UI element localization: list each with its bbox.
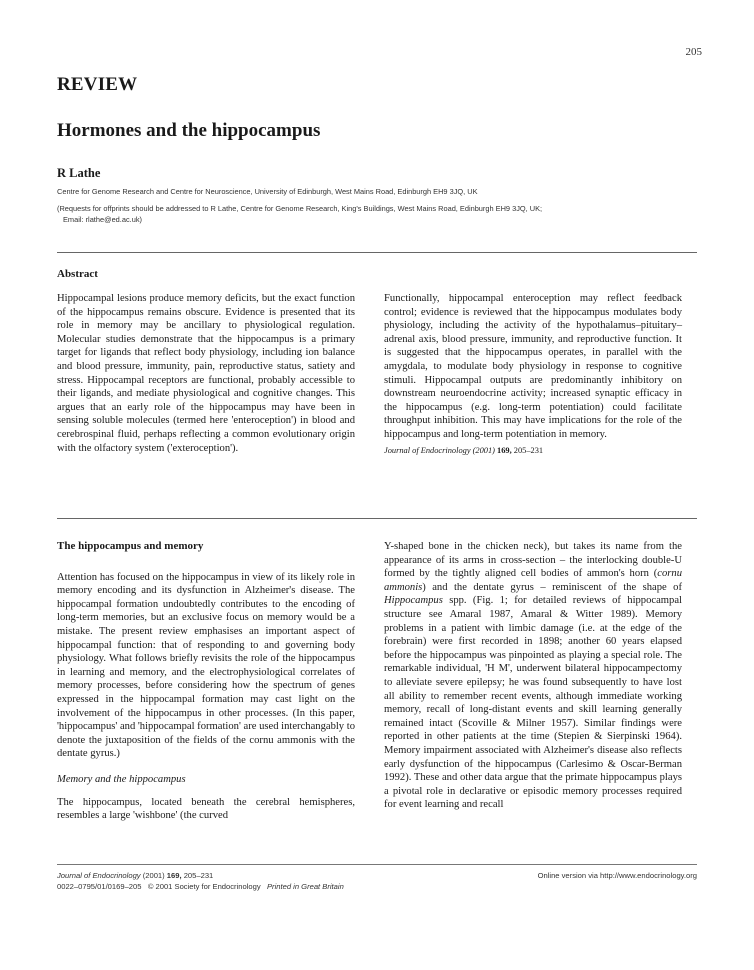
footer-volume: 169,	[166, 871, 182, 880]
abstract-divider	[57, 518, 697, 519]
italic-term-genus: Hippocampus	[384, 595, 443, 607]
author-affiliation: Centre for Genome Research and Centre for Neuroscience, University of Edinburgh, West Mains Road, Edinburgh EH9 3JQ, UK	[57, 187, 478, 196]
footer-copyright: © 2001 Society for Endocrinology	[147, 882, 261, 891]
text-run: spp. (Fig. 1; for detailed reviews of hippocampal structure see Amaral 1987, Amaral & Witter 1989). Memory problems in a patient with limbic damage (i.e. at the edge of the forebrain) were first recorded in 1898; another 60 years elapsed before the hippocampus was pinpointed as playing a special role. The remarkable individual, 'H M', underwent bilateral hippocampectomy to alleviate severe epilepsy; he was found subsequently to have lost all ability to remember recent events, although immediate working memory, recall of long-distant events and skill learning generally remained intact (Scoville & Milner 1957). Similar findings were reported in other patients at the time (Stepien & Sierpinski 1964). Memory impairment associated with Alzheimer's disease also reflects early dysfunction of the hippocampus (Carlesimo & Oscar-Berman 1992). These and other data argue that the primate hippocampus plays a pivotal role in declarative or episodic memory processes required for event learning and recall	[384, 595, 682, 811]
body-paragraph-2: The hippocampus, located beneath the cerebral hemispheres, resembles a large 'wishbone' (the curved	[57, 796, 355, 822]
footer-issn: 0022–0795/01/0169–205	[57, 882, 142, 891]
footer-citation	[57, 870, 344, 881]
footer-pages: 205–231	[183, 871, 214, 880]
page-number: 205	[685, 46, 702, 58]
citation-volume: 169,	[497, 445, 512, 455]
body-paragraph-1: Attention has focused on the hippocampus in view of its likely role in memory encoding and its dysfunction in Alzheimer's disease. The hippocampal formation undoubtedly contributes to the encoding of long-term memories, but an exclusive focus on memory would be a mistake. The present review emphasises an important aspect of hippocampal function: that of responding to and governing body physiology. What follows briefly revisits the role of the hippocampus in learning and memory, and the electrophysiological correlates of memory processes, before considering how the spectrum of genes expressed in the hippocampal formation may cast light on the involvement of the hippocampus in other processes. (In this paper, 'hippocampus' and 'hippocampal formation' are used interchangably to denote the juxtaposition of the fields of the cornu ammonis with the dentate gyrus.)	[57, 571, 355, 760]
abstract-text-right: Functionally, hippocampal enteroception may reflect feedback control; evidence is reviewed that the hippocampus modulates body physiology, including the activity of the hypothalamus–pituitary–adrenal axis, blood pressure, immunity, and reproductive function. It is suggested that the hippocampus operates, in parallel with the amygdala, to modulate body physiology in response to cognitive stimuli. Hippocampal outputs are predominantly inhibitory on downstream neuroendocrine activity; increased synaptic efficacy in the hippocampus (e.g. long-term potentiation) could facilitate throughput inhibition. This may have implications for the role of the hippocampus and long-term potentiation in memory.	[384, 293, 682, 440]
citation-pages: 205–231	[513, 445, 544, 455]
offprint-address: (Requests for offprints should be addressed to R Lathe, Centre for Genome Research, King's Buildings, West Mains Road, Edinburgh EH9 3JQ, UK;	[57, 204, 543, 213]
abstract-citation	[384, 444, 682, 458]
abstract-column-left	[57, 292, 355, 455]
text-run: Y-shaped bone in the chicken neck), but takes its name from the appearance of its arms in cross-section – the interlocking double-U formed by the tightly aligned cell bodies of ammon's horn (	[384, 541, 682, 580]
footer-printed: Printed in Great Britain	[266, 882, 344, 891]
section-heading: The hippocampus and memory	[57, 540, 204, 552]
footer-left	[57, 870, 344, 892]
citation-journal: Journal of Endocrinology (2001)	[384, 445, 495, 455]
italic-term-cornu: cornu ammonis	[384, 568, 682, 593]
article-title: Hormones and the hippocampus	[57, 120, 321, 141]
offprint-requests	[57, 204, 697, 225]
footer-right	[538, 870, 697, 881]
body-paragraph-3	[384, 540, 682, 812]
footer-issn-line	[57, 881, 344, 892]
footer-divider	[57, 864, 697, 865]
section-label: REVIEW	[57, 74, 138, 95]
footer-online[interactable]: Online version via http://www.endocrinology.org	[537, 871, 697, 880]
footer-year: (2001)	[142, 871, 165, 880]
text-run: ) and the dentate gyrus – reminiscent of the shape of	[422, 581, 682, 593]
subsection-heading: Memory and the hippocampus	[57, 773, 186, 785]
author-name: R Lathe	[57, 166, 101, 180]
abstract-column-right	[384, 292, 682, 457]
abstract-text-left: Hippocampal lesions produce memory deficits, but the exact function of the hippocampus remains obscure. Evidence is presented that its role in memory may be ancillary to physiological regulation. Molecular studies demonstrate that the hippocampus is a primary target for ligands that reflect body physiology, including ion balance and blood pressure, immunity, pain, reproductive status, satiety and stress. Hippocampal receptors are functional, probably accessible to their ligands, and mediate physiological and cognitive changes. This argues that an early role of the hippocampus may have been in sensing soluble molecules (termed here 'enteroception') in blood and cerebrospinal fluid, perhaps reflecting a common evolutionary origin with the olfactory system ('exteroception').	[57, 293, 355, 454]
body-column-right	[384, 540, 682, 812]
footer-journal: Journal of Endocrinology	[57, 871, 141, 880]
abstract-heading: Abstract	[57, 268, 98, 280]
header-divider	[57, 252, 697, 253]
author-email: Email: rlathe@ed.ac.uk)	[63, 214, 142, 224]
body-column-left	[57, 540, 355, 823]
